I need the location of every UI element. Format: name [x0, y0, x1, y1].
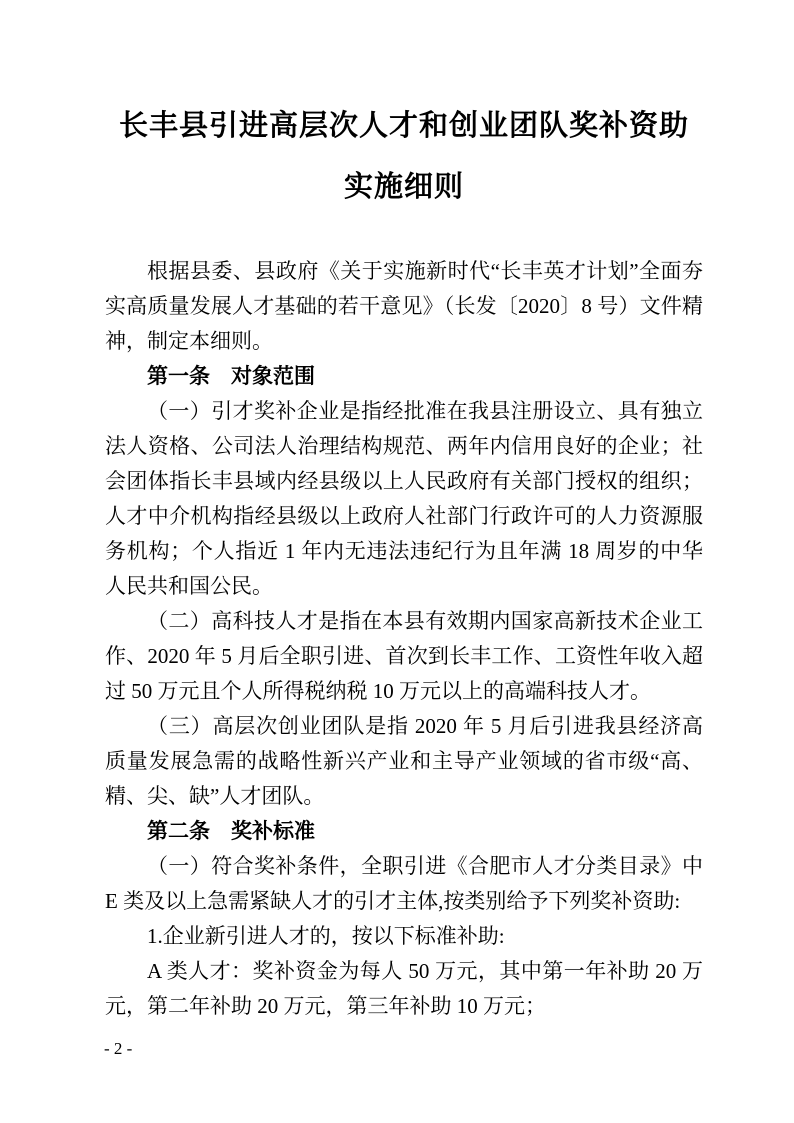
- document-title-line-1: 长丰县引进高层次人才和创业团队奖补资助: [118, 110, 689, 142]
- page-number: - 2 -: [104, 1039, 133, 1058]
- paragraph-intro: 根据县委、县政府《关于实施新时代“长丰英才计划”全面夯实高质量发展人才基础的若干意见》（长发〔2020〕8 号）文件精神，制定本细则。: [105, 259, 703, 353]
- paragraph-article1-item2: （二）高科技人才是指在本县有效期内国家高新技术企业工作、2020 年 5 月后全职引进、首次到长丰工作、工资性年收入超过 50 万元且个人所得税纳税 10 万元以上的高端科技人才。: [105, 609, 703, 703]
- section-heading-article-1: 第一条 对象范围: [147, 365, 315, 388]
- document-content: [105, 96, 703, 1024]
- paragraph-article2-class-a: A 类人才：奖补资金为每人 50 万元，其中第一年补助 20 万元，第二年补助 20 万元，第三年补助 10 万元；: [105, 959, 703, 1018]
- paragraph-article2-item1: （一）符合奖补条件，全职引进《合肥市人才分类目录》中 E 类及以上急需紧缺人才的引才主体,按类别给予下列奖补资助:: [105, 854, 703, 913]
- paragraph-article2-sub1: 1.企业新引进人才的，按以下标准补助:: [147, 924, 505, 948]
- document-title-line-2: 实施细则: [343, 171, 464, 203]
- paragraph-article1-item3: （三）高层次创业团队是指 2020 年 5 月后引进我县经济高质量发展急需的战略性新兴产业和主导产业领域的省市级“高、精、尖、缺”人才团队。: [105, 714, 703, 808]
- section-heading-article-2: 第二条 奖补标准: [147, 820, 315, 843]
- paragraph-article1-item1: （一）引才奖补企业是指经批准在我县注册设立、具有独立法人资格、公司法人治理结构规范、两年内信用良好的企业；社会团体指长丰县域内经县级以上人民政府有关部门授权的组织；人才中介机构指经县级以上政府人社部门行政许可的人力资源服务机构；个人指近 1 年内无违法违纪行为且年满 18 周岁的中华人民共和国公民。: [105, 399, 703, 598]
- document-title: [105, 96, 703, 218]
